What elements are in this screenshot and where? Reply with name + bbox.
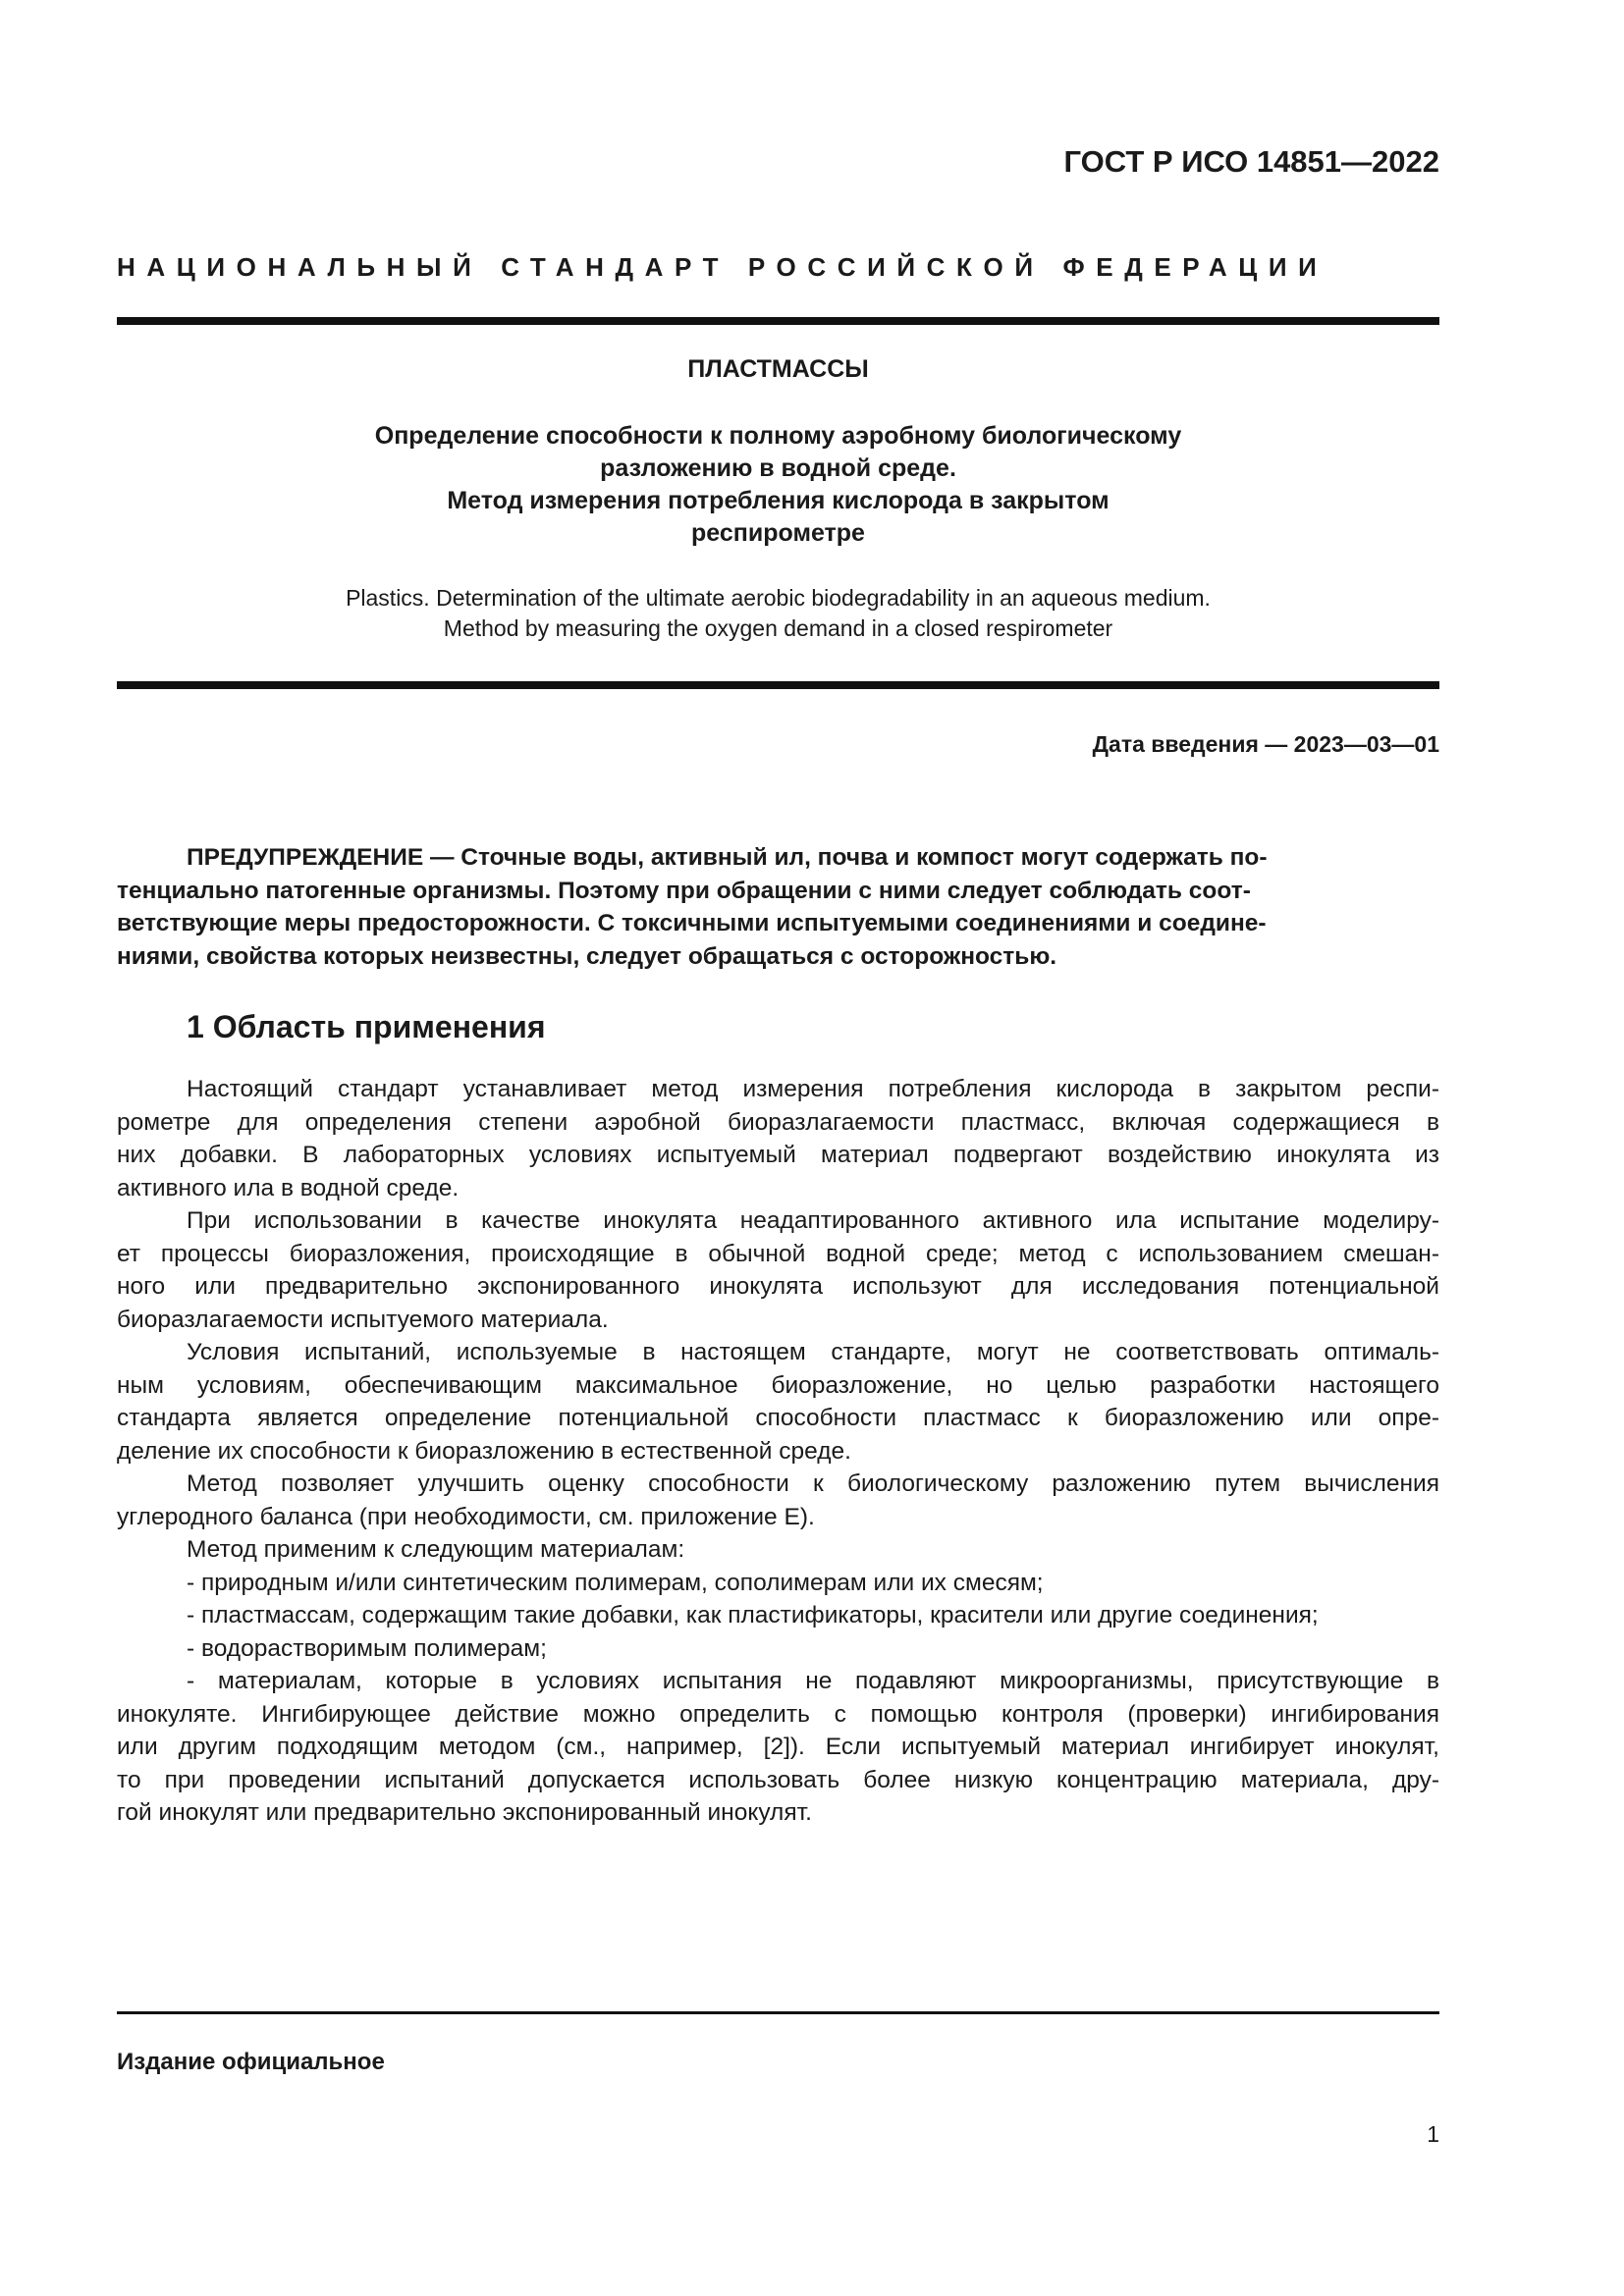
- header-rule-top: [117, 317, 1439, 325]
- english-title-line: Method by measuring the oxygen demand in a closed respirometer: [443, 615, 1113, 641]
- body-line: Метод применим к следующим материалам:: [187, 1536, 685, 1563]
- body-line: то при проведении испытаний допускается использовать более низкую концентрацию материала, дру-: [117, 1766, 1439, 1793]
- subtitle-line: разложению в водной среде.: [600, 454, 956, 482]
- body-line: ного или предварительно экспонированного инокулята используют для исследования потенциальной: [117, 1273, 1439, 1300]
- body-line: биоразлагаемости испытуемого материала.: [117, 1306, 609, 1333]
- body-line: них добавки. В лабораторных условиях испытуемый материал подвергают воздействию инокулята из: [117, 1142, 1439, 1168]
- introduction-date: Дата введения — 2023—03—01: [1092, 731, 1439, 757]
- body-line: деление их способности к биоразложению в естественной среде.: [117, 1437, 851, 1465]
- body-line: рометре для определения степени аэробной биоразлагаемости пластмасс, включая содержащиеся в: [117, 1108, 1439, 1136]
- subtitle-line: Определение способности к полному аэробному биологическому: [374, 422, 1182, 450]
- subtitle-line: Метод измерения потребления кислорода в закрытом: [447, 487, 1110, 514]
- page-number: 1: [1427, 2121, 1439, 2147]
- warning-line: тенциально патогенные организмы. Поэтому при обращении с ними следует соблюдать соот-: [117, 877, 1251, 904]
- warning-line: ниями, свойства которых неизвестны, следует обращаться с осторожностью.: [117, 942, 1057, 970]
- section-heading: 1 Область применения: [187, 1009, 546, 1044]
- section-body: [117, 1073, 1439, 1830]
- body-line: стандарта является определение потенциальной способности пластмасс к биоразложению или опре-: [117, 1405, 1439, 1431]
- body-line: ет процессы биоразложения, происходящие в обычной водной среде; метод с использованием смешан-: [117, 1240, 1439, 1267]
- header-rule-bottom: [117, 681, 1439, 689]
- footer-rule: [117, 2011, 1439, 2014]
- list-item: - водорастворимым полимерам;: [187, 1634, 547, 1662]
- body-line: активного ила в водной среде.: [117, 1174, 460, 1201]
- list-item: - материалам, которые в условиях испытания не подавляют микроорганизмы, присутствующие в: [187, 1668, 1439, 1694]
- document-title: ПЛАСТМАССЫ: [687, 355, 869, 383]
- body-line: инокуляте. Ингибирующее действие можно определить с помощью контроля (проверки) ингибирования: [117, 1700, 1439, 1728]
- english-title: [117, 583, 1439, 644]
- warning-paragraph: [117, 841, 1439, 973]
- standard-designation: ГОСТ Р ИСО 14851—2022: [1063, 144, 1439, 179]
- warning-line: ПРЕДУПРЕЖДЕНИЕ — Сточные воды, активный ил, почва и компост могут содержать по-: [187, 844, 1268, 871]
- document-subtitle: [117, 420, 1439, 550]
- list-item: - природным и/или синтетическим полимерам, сополимерам или их смесям;: [187, 1569, 1044, 1596]
- body-line: Настоящий стандарт устанавливает метод измерения потребления кислорода в закрытом респи-: [187, 1076, 1439, 1102]
- english-title-line: Plastics. Determination of the ultimate aerobic biodegradability in an aqueous medium.: [346, 585, 1211, 611]
- body-line: ным условиям, обеспечивающим максимальное биоразложение, но целью разработки настоящего: [117, 1371, 1439, 1399]
- body-line: или другим подходящим методом (см., например, [2]). Если испытуемый материал ингибирует инокулят,: [117, 1734, 1439, 1760]
- list-item: - пластмассам, содержащим такие добавки, как пластификаторы, красители или другие соединения;: [187, 1602, 1319, 1629]
- subtitle-line: респирометре: [691, 519, 865, 547]
- national-standard-banner: НАЦИОНАЛЬНЫЙ СТАНДАРТ РОССИЙСКОЙ ФЕДЕРАЦИИ: [117, 252, 1328, 282]
- body-line: При использовании в качестве инокулята неадаптированного активного ила испытание моделиру-: [187, 1207, 1439, 1234]
- body-line: Условия испытаний, используемые в настоящем стандарте, могут не соответствовать оптималь-: [187, 1339, 1439, 1365]
- official-edition-label: Издание официальное: [117, 2049, 385, 2075]
- body-line: гой инокулят или предварительно экспонированный инокулят.: [117, 1799, 812, 1826]
- body-line: Метод позволяет улучшить оценку способности к биологическому разложению путем вычисления: [187, 1470, 1439, 1497]
- body-line: углеродного баланса (при необходимости, см. приложение Е).: [117, 1503, 815, 1530]
- warning-line: ветствующие меры предосторожности. С токсичными испытуемыми соединениями и соедине-: [117, 910, 1267, 936]
